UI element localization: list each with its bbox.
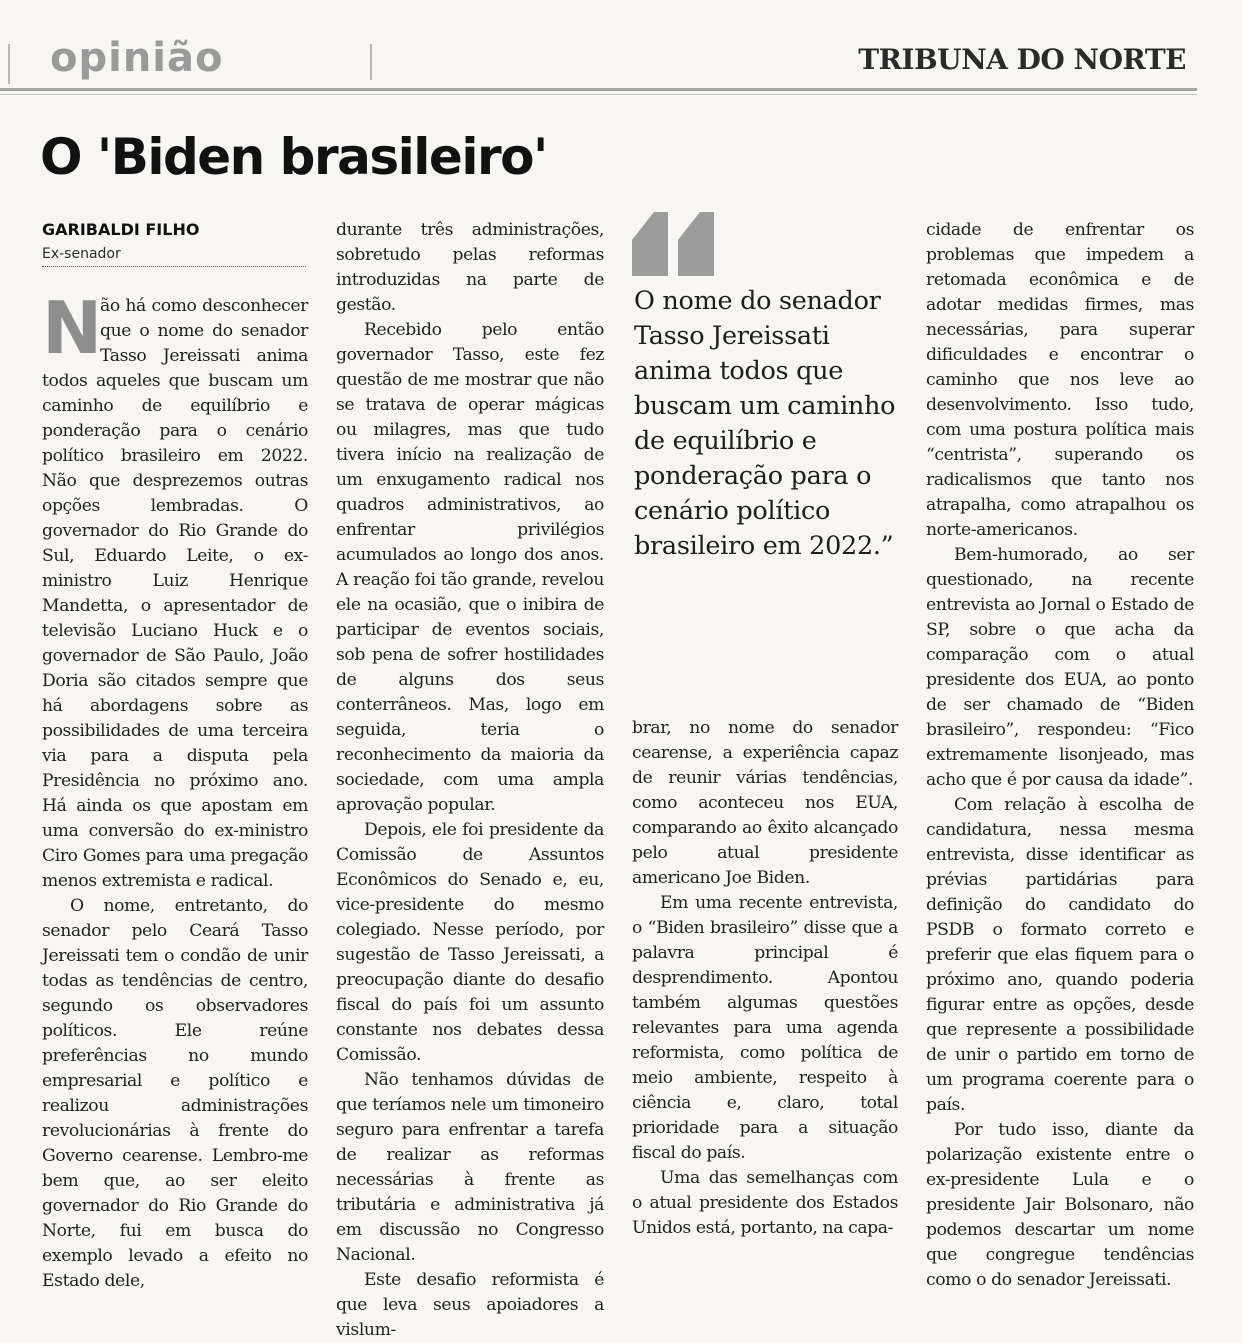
pull-quote: O nome do senador Tasso Jereissati anima todos que buscam um caminho de equilíbrio e ponderação para o cenário político brasileiro em 2022.” <box>634 286 896 561</box>
section-label: opinião <box>50 35 224 81</box>
quote-mark-icon <box>632 212 716 276</box>
article-column-2 <box>336 218 604 1343</box>
article-column-4 <box>926 218 1194 1293</box>
paragraph: Por tudo isso, diante da polarização existente entre o ex-presidente Lula e o presidente Jair Bolsonaro, não podemos descartar um nome que congregue tendências como o do senador Jereissati. <box>926 1120 1194 1290</box>
paragraph: durante três administrações, sobretudo pelas reformas introduzidas na parte de gestão. <box>336 220 604 315</box>
header-divider-mid <box>370 44 372 80</box>
paragraph: Com relação à escolha de candidatura, nessa mesma entrevista, disse identificar as prévias partidárias para definição do candidato do PSDB o formato correto e preferir que elas fiquem para o próximo ano, quando poderia figurar entre as opções, desde que represente a possibilidade de unir o partido em torno de um programa coerente para o país. <box>926 795 1194 1115</box>
paragraph: cidade de enfrentar os problemas que impedem a retomada econômica e de adotar medidas firmes, mas necessárias, para superar dificuldades e encontrar o caminho que nos leve ao desenvolvimento. Isso tudo, com uma postura política mais “centrista”, superando os radicalismos que tanto nos atrapalha, como atrapalhou os norte-americanos. <box>926 220 1194 540</box>
author-name: GARIBALDI FILHO <box>42 220 200 239</box>
header-divider-left <box>8 44 10 84</box>
drop-cap: N <box>42 286 102 370</box>
header-rule-thin <box>0 94 1197 95</box>
author-role: Ex-senador <box>42 246 306 267</box>
article-column-3 <box>632 716 898 1241</box>
newspaper-masthead: TRIBUNA DO NORTE <box>858 43 1186 76</box>
paragraph: Bem-humorado, ao ser questionado, na recente entrevista ao Jornal o Estado de SP, sobre o que acha da comparação com o atual presidente dos EUA, ao ponto de ser chamado de “Biden brasileiro”, respondeu: “Fico extremamente lisonjeado, mas acho que é por causa da idade”. <box>926 545 1194 790</box>
paragraph: Recebido pelo então governador Tasso, este fez questão de me mostrar que não se tratava de operar mágicas ou milagres, mas que tudo tivera início na realização de um enxugamento radical nos quadros administrativos, ao enfrentar privilégios acumulados ao longo dos anos. A reação foi tão grande, revelou ele na ocasião, que o inibira de participar de eventos sociais, sob pena de sofrer hostilidades de alguns dos seus conterrâneos. Mas, logo em seguida, teria o reconhecimento da maioria da sociedade, com uma ampla aprovação popular. <box>336 320 604 815</box>
paragraph: Em uma recente entrevista, o “Biden brasileiro” disse que a palavra principal é desprendimento. Apontou também algumas questões relevantes para uma agenda reformista, como política de meio ambiente, respeito à ciência e, claro, total prioridade para a situação fiscal do país. <box>632 893 898 1163</box>
paragraph: Depois, ele foi presidente da Comissão de Assuntos Econômicos do Senado e, eu, vice-presidente do mesmo colegiado. Nesse período, por sugestão de Tasso Jereissati, a preocupação diante do desafio fiscal do país foi um assunto constante nos debates dessa Comissão. <box>336 820 604 1065</box>
paragraph: brar, no nome do senador cearense, a experiência capaz de reunir várias tendências, como aconteceu nos EUA, comparando ao êxito alcançado pelo atual presidente americano Joe Biden. <box>632 718 898 888</box>
header-rule <box>0 88 1197 91</box>
paragraph: O nome, entretanto, do senador pelo Ceará Tasso Jereissati tem o condão de unir todas as tendências de centro, segundo os observadores políticos. Ele reúne preferências no mundo empresarial e político e realizou administrações revolucionárias à frente do Governo cearense. Lembro-me bem que, ao ser eleito governador do Rio Grande do Norte, fui em busca do exemplo levado a efeito no Estado dele, <box>42 896 308 1291</box>
paragraph: Não tenhamos dúvidas de que teríamos nele um timoneiro seguro para enfrentar a tarefa de realizar as reformas necessárias à frente as tributária e administrativa já em discussão no Congresso Nacional. <box>336 1070 604 1265</box>
article-headline: O 'Biden brasileiro' <box>40 128 547 186</box>
paragraph: ão há como desconhecer que o nome do senador Tasso Jereissati anima todos aqueles que buscam um caminho de equilíbrio e ponderação para o cenário político brasileiro em 2022. Não que desprezemos outras opções lembradas. O governador do Rio Grande do Sul, Eduardo Leite, o ex-ministro Luiz Henrique Mandetta, o apresentador de televisão Luciano Huck e o governador de São Paulo, João Doria são citados sempre que há abordagens sobre as possibilidades de uma terceira via para a disputa pela Presidência no próximo ano. Há ainda os que apostam em uma conversão do ex-ministro Ciro Gomes para uma pregação menos extremista e radical. <box>42 296 308 891</box>
paragraph: Uma das semelhanças com o atual presidente dos Estados Unidos está, portanto, na capa- <box>632 1168 898 1238</box>
paragraph: Este desafio reformista é que leva seus apoiadores a vislum- <box>336 1270 604 1340</box>
article-column-1 <box>42 286 308 1294</box>
